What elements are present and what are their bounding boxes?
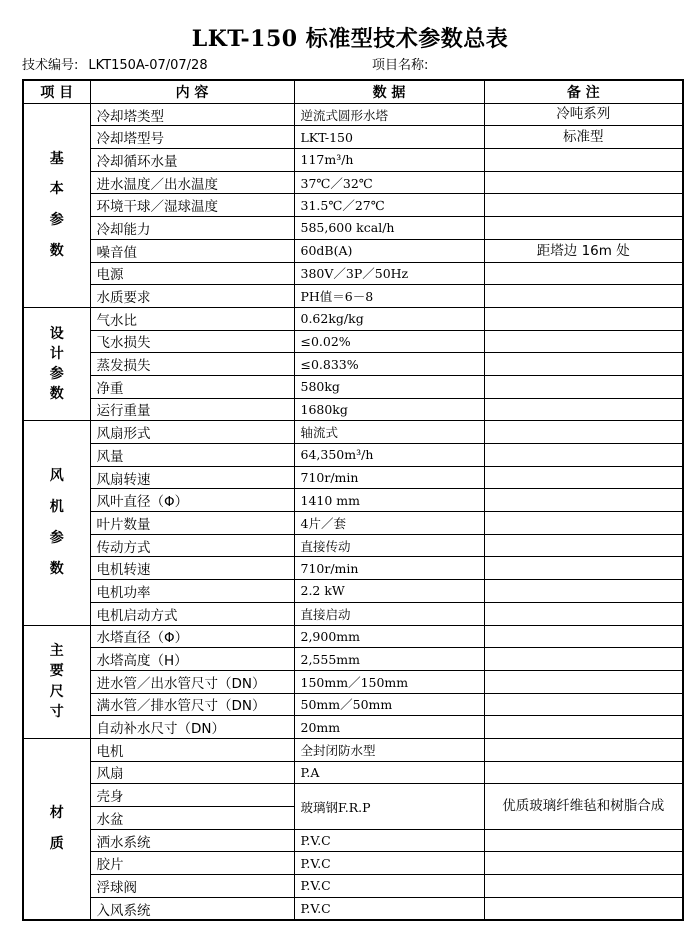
row-item: 气水比	[90, 307, 294, 330]
group-label: 风 机 参 数	[23, 421, 90, 625]
row-value: 710r/min	[294, 557, 484, 580]
header-item: 项 目	[23, 80, 90, 103]
table-row	[23, 103, 683, 126]
header-note: 备 注	[484, 80, 683, 103]
table-row	[23, 285, 683, 308]
table-row	[23, 466, 683, 489]
table-row	[23, 353, 683, 376]
row-item: 洒水系统	[90, 829, 294, 852]
row-item: 电机启动方式	[90, 602, 294, 625]
row-value: LKT-150	[294, 126, 484, 149]
table-row	[23, 239, 683, 262]
table-row	[23, 784, 683, 807]
row-value: 轴流式	[294, 421, 484, 444]
row-value: 64,350m³/h	[294, 444, 484, 467]
row-value: P.V.C	[294, 897, 484, 920]
row-note	[484, 194, 683, 217]
row-item: 风扇形式	[90, 421, 294, 444]
row-value: 380V／3P／50Hz	[294, 262, 484, 285]
row-note	[484, 444, 683, 467]
group-label: 基 本 参 数	[23, 103, 90, 307]
row-value: PH值＝6－8	[294, 285, 484, 308]
row-value: 4片／套	[294, 512, 484, 535]
row-note	[484, 761, 683, 784]
row-note: 冷吨系列	[484, 103, 683, 126]
row-note	[484, 648, 683, 671]
row-item: 运行重量	[90, 398, 294, 421]
row-note	[484, 738, 683, 761]
row-item: 冷却能力	[90, 217, 294, 240]
row-note	[484, 557, 683, 580]
row-item: 风扇转速	[90, 466, 294, 489]
row-value: 710r/min	[294, 466, 484, 489]
row-item: 壳身	[90, 784, 294, 807]
row-value: P.V.C	[294, 875, 484, 898]
page-title: LKT-150 标准型技术参数总表	[191, 26, 509, 52]
table-row	[23, 829, 683, 852]
row-item: 环境干球／湿球温度	[90, 194, 294, 217]
row-item: 冷却塔类型	[90, 103, 294, 126]
spec-table	[22, 79, 684, 921]
row-value: 直接传动	[294, 534, 484, 557]
row-note	[484, 398, 683, 421]
table-row	[23, 126, 683, 149]
table-row	[23, 897, 683, 920]
row-note	[484, 330, 683, 353]
row-item: 电机转速	[90, 557, 294, 580]
row-note	[484, 625, 683, 648]
row-item: 风扇	[90, 761, 294, 784]
row-note	[484, 670, 683, 693]
row-item: 净重	[90, 375, 294, 398]
table-row	[23, 489, 683, 512]
row-value: 2.2 kW	[294, 580, 484, 603]
table-row	[23, 398, 683, 421]
row-item: 浮球阀	[90, 875, 294, 898]
row-note	[484, 512, 683, 535]
row-value: ≤0.02%	[294, 330, 484, 353]
table-row	[23, 194, 683, 217]
row-value: 1410 mm	[294, 489, 484, 512]
tech-code-value: LKT150A-07/07/28	[88, 58, 208, 73]
row-note	[484, 285, 683, 308]
table-header-row	[23, 80, 683, 103]
row-item: 冷却塔型号	[90, 126, 294, 149]
table-row	[23, 580, 683, 603]
table-row	[23, 375, 683, 398]
table-row	[23, 444, 683, 467]
row-value: 580kg	[294, 375, 484, 398]
row-item: 电源	[90, 262, 294, 285]
row-item: 自动补水尺寸（DN）	[90, 716, 294, 739]
tech-code-label: 技术编号:	[22, 58, 79, 73]
row-value: 20mm	[294, 716, 484, 739]
row-item: 飞水损失	[90, 330, 294, 353]
row-note	[484, 171, 683, 194]
table-row	[23, 738, 683, 761]
row-note	[484, 875, 683, 898]
project-name-label: 项目名称:	[372, 58, 429, 73]
row-value: 逆流式圆形水塔	[294, 103, 484, 126]
row-value: 37℃／32℃	[294, 171, 484, 194]
row-item: 叶片数量	[90, 512, 294, 535]
row-note	[484, 602, 683, 625]
table-row	[23, 693, 683, 716]
row-value: 117m³/h	[294, 149, 484, 172]
row-note	[484, 217, 683, 240]
row-value: 60dB(A)	[294, 239, 484, 262]
row-item: 噪音值	[90, 239, 294, 262]
row-note	[484, 262, 683, 285]
row-note	[484, 466, 683, 489]
row-note	[484, 897, 683, 920]
row-value: 直接启动	[294, 602, 484, 625]
table-row	[23, 625, 683, 648]
table-row	[23, 512, 683, 535]
table-row	[23, 421, 683, 444]
table-row	[23, 670, 683, 693]
row-note	[484, 489, 683, 512]
table-row	[23, 171, 683, 194]
row-item: 电机功率	[90, 580, 294, 603]
row-item: 胶片	[90, 852, 294, 875]
row-note	[484, 693, 683, 716]
row-item: 满水管／排水管尺寸（DN）	[90, 693, 294, 716]
row-value: 31.5℃／27℃	[294, 194, 484, 217]
row-item: 蒸发损失	[90, 353, 294, 376]
row-value: 2,555mm	[294, 648, 484, 671]
row-item: 冷却循环水量	[90, 149, 294, 172]
row-value: 全封闭防水型	[294, 738, 484, 761]
table-row	[23, 330, 683, 353]
table-row	[23, 217, 683, 240]
table-row	[23, 149, 683, 172]
tech-code	[22, 54, 208, 73]
row-value: P.V.C	[294, 829, 484, 852]
row-value: P.V.C	[294, 852, 484, 875]
table-row	[23, 307, 683, 330]
row-note	[484, 580, 683, 603]
table-body	[23, 103, 683, 920]
row-note	[484, 353, 683, 376]
table-row	[23, 534, 683, 557]
table-row	[23, 761, 683, 784]
row-item: 进水温度／出水温度	[90, 171, 294, 194]
row-item: 水塔高度（H）	[90, 648, 294, 671]
row-note	[484, 534, 683, 557]
row-item: 水质要求	[90, 285, 294, 308]
table-row	[23, 648, 683, 671]
row-value: 玻璃钢F.R.P	[294, 784, 484, 829]
table-row	[23, 602, 683, 625]
row-value: 585,600 kcal/h	[294, 217, 484, 240]
row-note	[484, 829, 683, 852]
row-note: 标准型	[484, 126, 683, 149]
group-label: 材 质	[23, 738, 90, 920]
row-note: 优质玻璃纤维毡和树脂合成	[484, 784, 683, 829]
row-note	[484, 421, 683, 444]
row-item: 进水管／出水管尺寸（DN）	[90, 670, 294, 693]
row-note	[484, 375, 683, 398]
table-row	[23, 557, 683, 580]
header-content: 内 容	[90, 80, 294, 103]
group-label: 主 要 尺 寸	[23, 625, 90, 738]
row-value: 50mm／50mm	[294, 693, 484, 716]
row-value: ≤0.833%	[294, 353, 484, 376]
row-note	[484, 852, 683, 875]
row-value: 1680kg	[294, 398, 484, 421]
row-value: 150mm／150mm	[294, 670, 484, 693]
row-note: 距塔边 16m 处	[484, 239, 683, 262]
row-value: 2,900mm	[294, 625, 484, 648]
row-note	[484, 149, 683, 172]
header-data: 数 据	[294, 80, 484, 103]
row-item: 电机	[90, 738, 294, 761]
group-label: 设 计 参 数	[23, 307, 90, 420]
row-item: 传动方式	[90, 534, 294, 557]
row-item: 风叶直径（Φ）	[90, 489, 294, 512]
row-value: 0.62kg/kg	[294, 307, 484, 330]
row-note	[484, 716, 683, 739]
table-row	[23, 716, 683, 739]
row-note	[484, 307, 683, 330]
row-item: 风量	[90, 444, 294, 467]
row-item: 入风系统	[90, 897, 294, 920]
table-row	[23, 262, 683, 285]
row-item: 水盆	[90, 807, 294, 830]
table-row	[23, 875, 683, 898]
row-value: P.A	[294, 761, 484, 784]
table-row	[23, 852, 683, 875]
row-item: 水塔直径（Φ）	[90, 625, 294, 648]
